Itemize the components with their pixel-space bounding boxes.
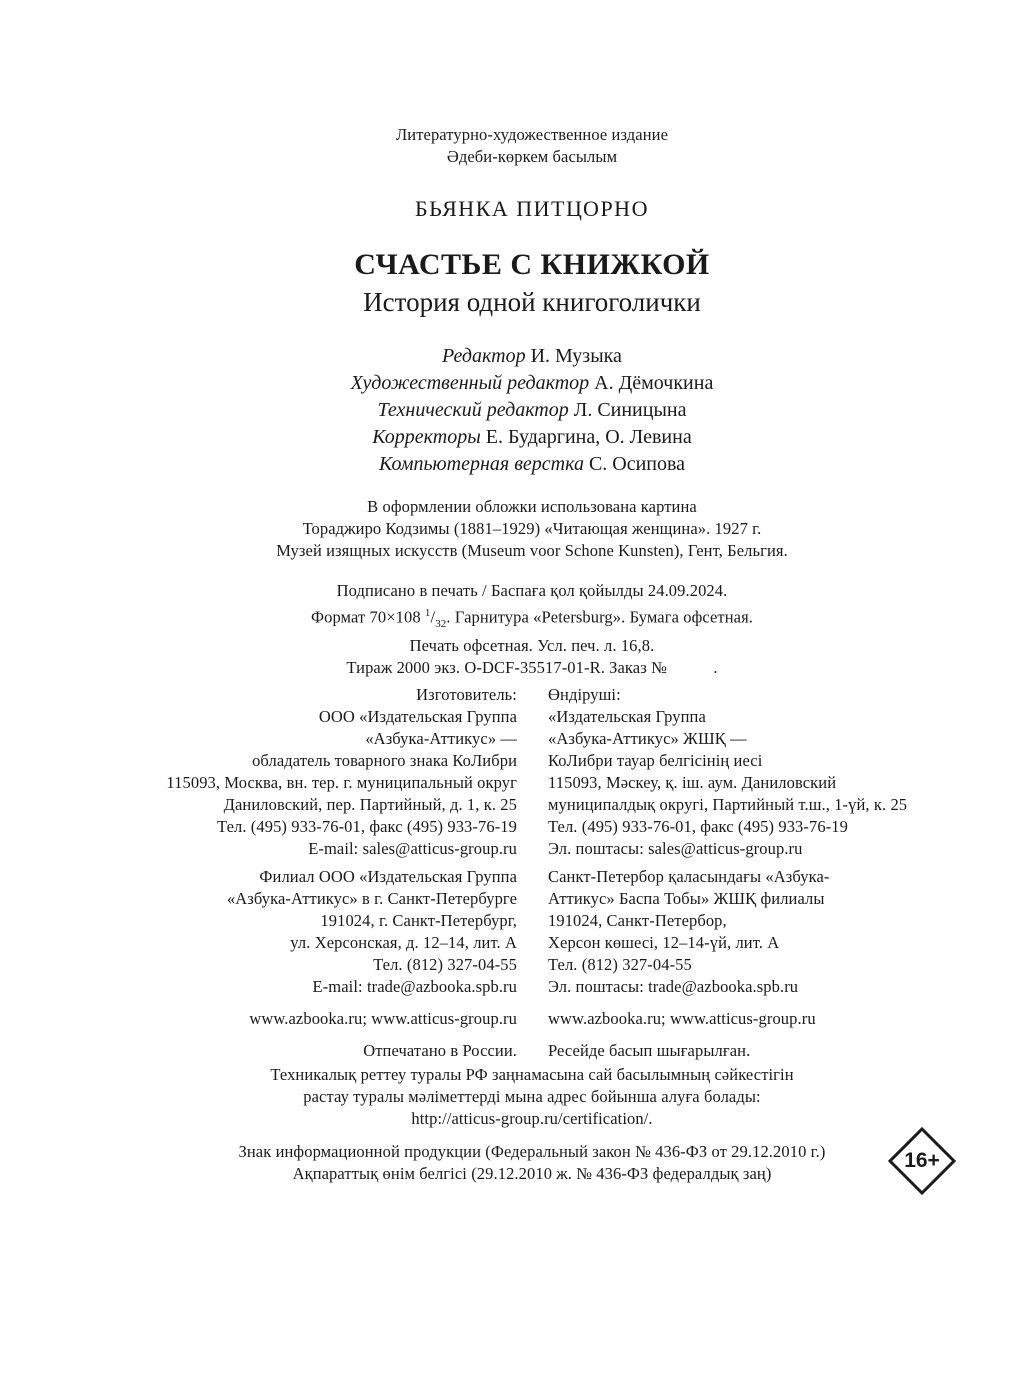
staff-line [0,370,1024,397]
staff-role: Корректоры [372,426,481,448]
certification-url: http://atticus-group.ru/certification/. [411,1109,653,1128]
genre-block [0,124,1024,168]
print-info [0,580,1024,679]
genre-ru: Литературно-художественное издание [395,125,669,144]
book-title: СЧАСТЬЕ С КНИЖКОЙ [354,248,710,281]
book-subtitle: История одной книгоголички [363,287,701,317]
branch-ru-line: ул. Херсонская, д. 12–14, лит. А [290,933,517,952]
branch-ru-email: E-mail: trade@azbooka.spb.ru [312,977,517,996]
cover-note [0,496,1024,562]
manufacturer-kz-line: Өндіруші: [548,685,621,704]
manufacturer-kz-line: муниципалдық округі, Партийный т.ш., 1-үй, к. 25 [548,795,908,814]
info-sign-line: Ақпараттық өнім белгісі (29.12.2010 ж. № 436-ФЗ федералдық заң) [292,1164,772,1183]
manufacturer-ru-line: «Азбука-Аттикус» — [365,729,517,748]
branch-kz-line: Аттикус» Баспа Тобы» ЖШҚ филиалы [548,889,825,908]
print-run: Тираж 2000 экз. O-DCF-35517-01-R. Заказ № . [346,657,718,677]
info-sign-line: Знак информационной продукции (Федеральный закон № 436-ФЗ от 29.12.2010 г.) [238,1142,826,1161]
manufacturer-kz-line: 115093, Мәскеу, қ. іш. аум. Даниловский [548,773,837,792]
staff-role: Редактор [442,345,526,367]
age-rating-text: 16+ [904,1149,940,1172]
websites-ru: www.azbooka.ru; www.atticus-group.ru [249,1009,517,1028]
manufacturer-kz-email: Эл. поштасы: sales@atticus-group.ru [548,839,803,858]
staff-person: С. Осипова [588,453,686,475]
print-method: Печать офсетная. Усл. печ. л. 16,8. [409,635,655,655]
websites-kz: www.azbooka.ru; www.atticus-group.ru [548,1009,816,1028]
staff-line [0,424,1024,451]
printed-in-ru: Отпечатано в России. [363,1041,517,1060]
author-name: БЬЯНКА ПИТЦОРНО [415,196,649,221]
manufacturer-kz-line: КоЛибри тауар белгісінің иесі [548,751,763,770]
staff-person: Е. Бударгина, О. Левина [485,426,692,448]
staff-line [0,397,1024,424]
staff-person: И. Музыка [530,345,622,367]
branch-kz-line: 191024, Санкт-Петербор, [548,911,727,930]
manufacturer-ru-line: ООО «Издательская Группа [318,707,517,726]
cover-note-line: Тораджиро Кодзимы (1881–1929) «Читающая женщина». 1927 г. [302,519,762,538]
staff-line [0,343,1024,370]
manufacturer-kz-line: Тел. (495) 933-76-01, факс (495) 933-76-19 [548,817,848,836]
branch-ru-line: «Азбука-Аттикус» в г. Санкт-Петербурге [226,889,517,908]
print-signed: Подписано в печать / Баспаға қол қойылды 24.09.2024. [336,581,728,600]
age-rating-badge [888,1127,956,1195]
staff-line [0,451,1024,478]
staff-role: Компьютерная верстка [378,453,584,475]
branch-kz-line: Херсон көшесі, 12–14-үй, лит. А [548,933,780,952]
staff-person: Л. Синицына [573,399,687,421]
staff-person: А. Дёмочкина [594,372,714,394]
manufacturer-kz-line: «Азбука-Аттикус» ЖШҚ — [548,729,747,748]
manufacturer-ru-line: Изготовитель: [416,685,517,704]
manufacturer-kz [548,684,907,1062]
manufacturer-ru-line: обладатель товарного знака КоЛибри [252,751,517,770]
genre-kz: Әдеби-көркем басылым [446,147,618,166]
cover-note-line: В оформлении обложки использована картина [367,497,697,516]
printed-in-kz: Ресейде басып шығарылған. [548,1041,751,1060]
certification-line: Техникалық реттеу туралы РФ заңнамасына сай басылымның сәйкестігін [270,1065,794,1084]
certification-line: растау туралы мәліметтерді мына адрес бойынша алуға болады: [303,1087,761,1106]
manufacturer-ru-line: 115093, Москва, вн. тер. г. муниципальный округ [166,773,517,792]
manufacturer-kz-line: «Издательская Группа [548,707,706,726]
branch-kz-line: Санкт-Петербор қаласындағы «Азбука- [548,867,830,886]
branch-ru-line: Тел. (812) 327-04-55 [373,955,517,974]
cover-note-line: Музей изящных искусств (Museum voor Schone Kunsten), Гент, Бельгия. [276,541,788,560]
print-format: Формат 70×108 $^1/_{32}$. Гарнитура «Petersburg». Бумага офсетная. [310,607,754,630]
manufacturer-ru-email: E-mail: sales@atticus-group.ru [308,839,517,858]
staff-credits [0,343,1024,478]
staff-role: Технический редактор [377,399,569,421]
staff-role: Художественный редактор [350,372,590,394]
branch-ru-line: 191024, г. Санкт-Петербург, [320,911,517,930]
branch-kz-email: Эл. поштасы: trade@azbooka.spb.ru [548,977,799,996]
branch-ru-line: Филиал ООО «Издательская Группа [259,867,517,886]
manufacturer-ru [166,684,517,1062]
certification-note [0,1064,1024,1130]
manufacturer-ru-line: Даниловский, пер. Партийный, д. 1, к. 25 [223,795,517,814]
branch-kz-line: Тел. (812) 327-04-55 [548,955,692,974]
info-product-sign [0,1141,1024,1185]
manufacturer-ru-line: Тел. (495) 933-76-01, факс (495) 933-76-19 [217,817,517,836]
